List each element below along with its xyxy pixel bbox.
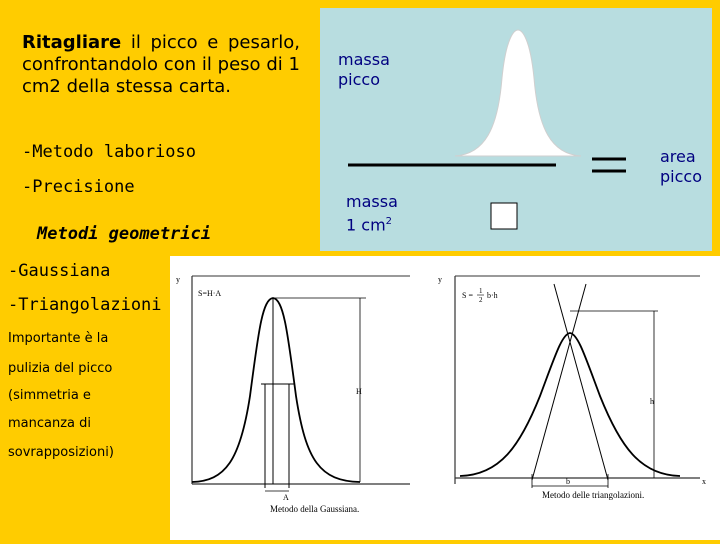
triangle-base-label: b <box>566 477 570 486</box>
intro-paragraph <box>22 32 300 98</box>
bullet-precision: -Precisione <box>22 177 135 197</box>
triangle-formula-den: 2 <box>479 296 483 304</box>
cut-peak-shape <box>455 30 581 156</box>
intro-text: il picco e pesarlo, confrontandolo con il peso di 1 cm2 della stessa carta. <box>22 32 300 97</box>
triangle-x-axis-label: x <box>702 477 706 486</box>
mass-cm2-label <box>346 192 398 235</box>
triangulation-graph <box>438 275 706 500</box>
bullet-laborious: -Metodo laborioso <box>22 142 196 162</box>
mass-peak-label-line2: picco <box>338 70 380 89</box>
gaussian-formula: S=H·A <box>198 289 222 298</box>
mass-cm2-label-line2 <box>346 212 398 235</box>
area-peak-label-line1: area <box>660 147 696 166</box>
bullet-triangulation: -Triangolazioni <box>8 295 162 315</box>
geometric-methods-figure <box>170 256 720 540</box>
bullet-gaussian: -Gaussiana <box>8 261 111 281</box>
note-line-5: sovrapposizioni) <box>8 445 114 460</box>
note-line-4: mancanza di <box>8 416 92 431</box>
gaussian-width-label: A <box>283 493 289 502</box>
gaussian-caption: Metodo della Gaussiana. <box>270 504 360 514</box>
intro-bold-word: Ritagliare <box>22 32 122 53</box>
note-line-3: (simmetria e <box>8 388 91 403</box>
triangle-peak-curve <box>460 333 680 476</box>
mass-cm2-base: 1 cm <box>346 215 386 235</box>
gaussian-curve <box>192 298 360 482</box>
triangle-formula-num: 1 <box>479 287 483 295</box>
note-line-1: Importante è la <box>8 331 109 346</box>
gaussian-height-label: H <box>356 387 362 396</box>
area-peak-label-line2: picco <box>660 167 702 186</box>
mass-cm2-label-line1: massa <box>346 192 398 211</box>
mass-peak-label <box>338 50 390 90</box>
note-line-2: pulizia del picco <box>8 361 113 376</box>
gaussian-y-axis-label: y <box>176 275 180 284</box>
triangle-tangent-left <box>532 284 586 480</box>
triangle-caption: Metodo delle triangolazioni. <box>542 490 645 500</box>
triangle-formula-left: S = <box>462 291 473 300</box>
geometric-methods-svg <box>170 256 720 540</box>
triangle-y-axis-label: y <box>438 275 442 284</box>
weighing-diagram-panel <box>320 8 712 251</box>
geometric-methods-heading: Metodi geometrici <box>37 224 211 244</box>
triangle-tangent-right <box>554 284 608 480</box>
area-peak-label <box>660 147 702 187</box>
gaussian-graph <box>176 275 410 514</box>
square-1cm2 <box>491 203 517 229</box>
triangle-height-label: h <box>650 397 654 406</box>
mass-peak-label-line1: massa <box>338 50 390 69</box>
mass-cm2-sup: 2 <box>385 216 393 227</box>
triangle-formula-right: b·h <box>487 291 498 300</box>
